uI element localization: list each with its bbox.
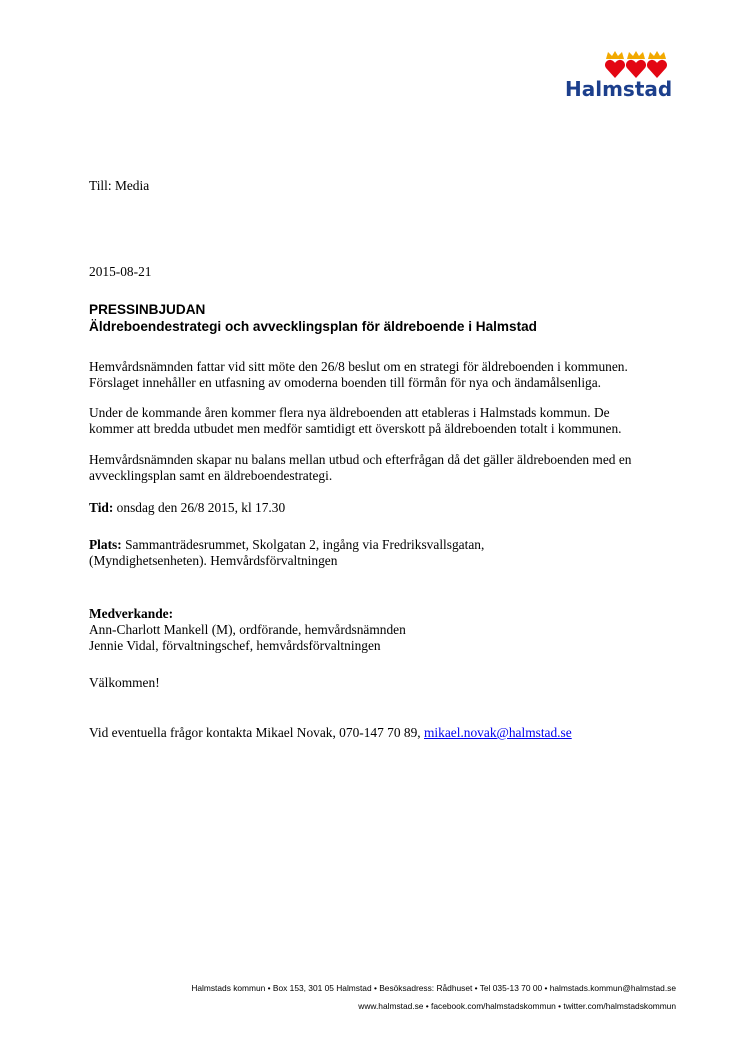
- event-time: [89, 500, 285, 516]
- time-label: Tid:: [89, 500, 114, 515]
- place-value: Sammanträdesrummet, Skolgatan 2, ingång via Fredriksvallsgatan,: [121, 537, 485, 552]
- contact-line: [89, 725, 572, 741]
- footer-web-line: www.halmstad.se • facebook.com/halmstadskommun • twitter.com/halmstadskommun: [358, 1001, 676, 1011]
- paragraph-line: Hemvårdsnämnden skapar nu balans mellan utbud och efterfrågan då det gäller äldreboenden med en: [89, 452, 632, 467]
- participant-item: Jennie Vidal, förvaltningschef, hemvårdsförvaltningen: [89, 638, 381, 653]
- paragraph-line: kommer att bredda utbudet men medför samtidigt ett överskott på äldreboenden totalt i kommunen.: [89, 421, 622, 436]
- halmstad-logo: [565, 50, 677, 102]
- participants-label: [89, 606, 173, 622]
- paragraph-line: Hemvårdsnämnden fattar vid sitt möte den 26/8 beslut om en strategi för äldreboenden i kommunen.: [89, 359, 628, 374]
- participants-label-text: Medverkande:: [89, 606, 174, 621]
- time-value: onsdag den 26/8 2015, kl 17.30: [113, 500, 286, 515]
- press-release-title: Äldreboendestrategi och avvecklingsplan för äldreboende i Halmstad: [89, 319, 537, 334]
- logo-wordmark: Halmstad: [565, 77, 673, 101]
- participant-item: Ann-Charlott Mankell (M), ordförande, hemvårdsnämnden: [89, 622, 406, 637]
- footer-address-line: Halmstads kommun • Box 153, 301 05 Halmstad • Besöksadress: Rådhuset • Tel 035-13 70 00 • halmstads.kommun@halmstad.se: [191, 983, 676, 993]
- place-label: Plats:: [89, 537, 122, 552]
- press-invitation-kicker: PRESSINBJUDAN: [89, 302, 206, 317]
- paragraph-line: Förslaget innehåller en utfasning av omoderna boenden till förmån för nya och ändamålsenliga.: [89, 375, 602, 390]
- welcome-text: Välkommen!: [89, 675, 160, 690]
- contact-text: Vid eventuella frågor kontakta Mikael Novak, 070-147 70 89,: [89, 725, 424, 740]
- document-date: 2015-08-21: [89, 264, 152, 279]
- contact-email-link[interactable]: mikael.novak@halmstad.se: [424, 725, 572, 740]
- place-line-2: (Myndighetsenheten). Hemvårdsförvaltningen: [89, 553, 338, 568]
- recipient-line: Till: Media: [89, 178, 150, 193]
- crowned-hearts-icon: [605, 50, 669, 80]
- paragraph-line: Under de kommande åren kommer flera nya äldreboenden att etableras i Halmstads kommun. De: [89, 405, 610, 420]
- place-line: [89, 537, 484, 553]
- paragraph-line: avvecklingsplan samt en äldreboendestrategi.: [89, 468, 333, 483]
